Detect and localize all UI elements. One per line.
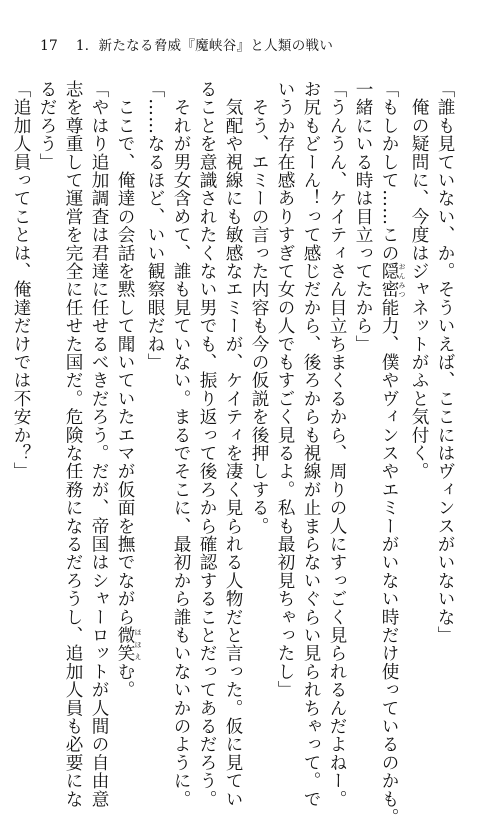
text-line: 「追加人員ってことは、俺達だけでは不安か？」 <box>11 80 31 481</box>
text-line: 「やはり追加調査は君達に任せるべきだろう。だが、帝国はシャーロットが人間の自由意 <box>89 80 109 808</box>
furigana-reading: ほほえ <box>134 626 142 663</box>
text-line: 一緒にいる時は目立ってたから」 <box>353 80 373 353</box>
text-line: 「……なるほど、いい観察眼だね」 <box>145 80 165 372</box>
text-line: ここで、俺達の会話を黙して聞いていたエマが仮面を撫でながら微笑 ほほえむ。 <box>115 80 142 699</box>
text-line: 俺の疑問に、今度はジャネットがふと気付く。 <box>409 80 429 481</box>
furigana-ruby: 微笑 ほほえ <box>115 626 142 663</box>
text-line: そう、エミーの言った内容も今の仮説を後押しする。 <box>249 80 269 535</box>
text-line: ることを意識されたくない男でも、振り返って後ろから確認することだってあるだろう。 <box>197 80 217 808</box>
page-header <box>40 34 333 54</box>
body-text <box>11 80 458 826</box>
text-line: 志を尊重して運営を完全に任せた国だ。危険な任務になるだろうし、追加人員も必要にな <box>63 80 83 808</box>
furigana-reading: おんみつ <box>398 262 406 299</box>
text-line: いうか存在感ありすぎて女の人でもすごく見るよ。私も最初見ちゃったし」 <box>275 80 295 699</box>
text-line: るだろう」 <box>37 80 57 171</box>
text-line: 気配や視線にも敏感なエミーが、ケイティを凄く見られる人物だと言った。仮に見てい <box>223 80 243 808</box>
page-number: 17 <box>40 38 58 54</box>
text-line: それが男女含めて、誰も見ていない。まるでそこに、最初から誰もいないかのように。 <box>171 80 191 808</box>
furigana-ruby: 隠密 おんみつ <box>379 262 406 299</box>
chapter-title: 1．新たなる脅威『魔峡谷』と人類の戦い <box>75 38 334 54</box>
text-line: 「もしかして……この隠密 おんみつ能力、僕やヴィンスやエミーがいない時だけ使っているのかも。 <box>379 80 406 826</box>
text-line: お尻もどーん！って感じだから、後ろからも視線が止まらないぐらい見られちゃって。で <box>301 80 321 808</box>
text-line: 「うんうん、ケイティさん目立ちまくるから、周りの人にすっごく見られるんだよねー。 <box>327 80 347 808</box>
text-line: 「誰も見ていない、か。そういえば、ここにはヴィンスがいないな」 <box>435 80 455 645</box>
